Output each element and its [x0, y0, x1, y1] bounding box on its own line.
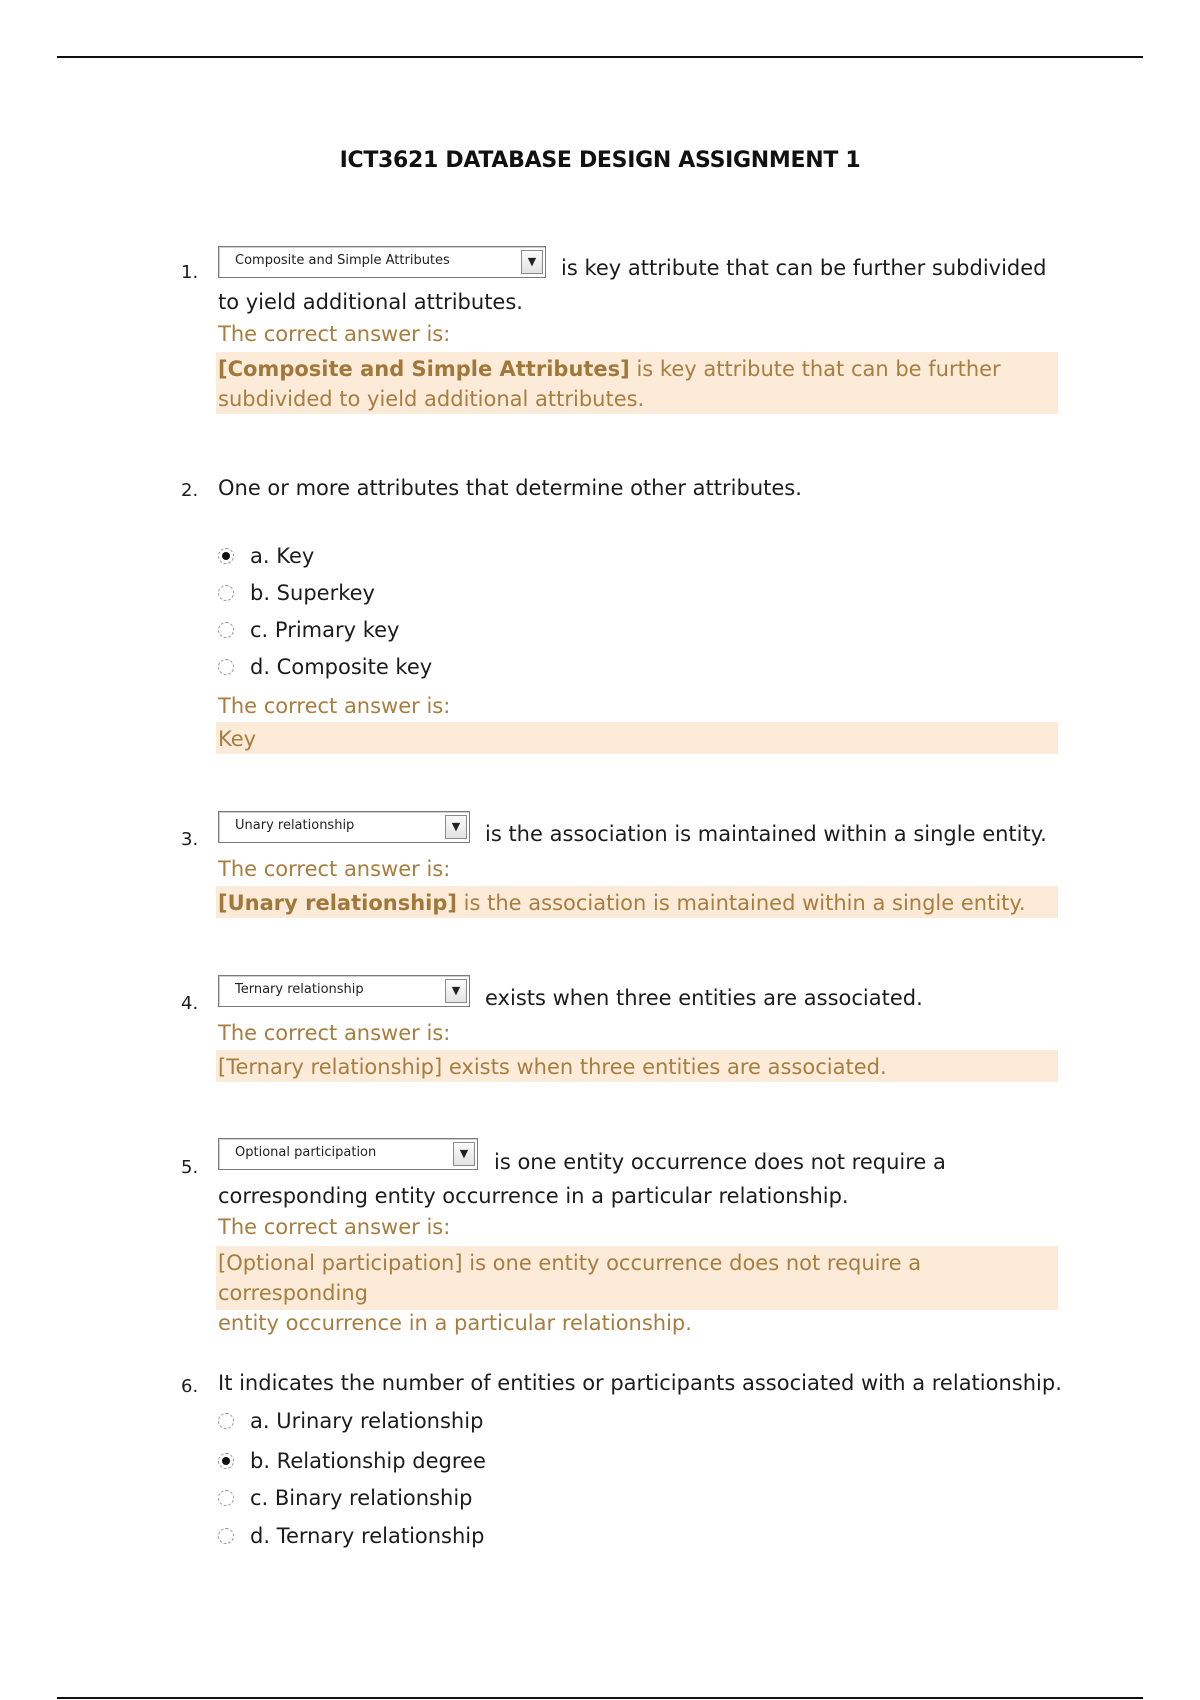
dropdown-value: Unary relationship: [235, 818, 355, 833]
option-c[interactable]: c. Primary key: [218, 618, 399, 642]
option-d[interactable]: d. Composite key: [218, 655, 432, 679]
correct-answer-label: The correct answer is:: [218, 1021, 451, 1045]
option-b[interactable]: b. Relationship degree: [218, 1449, 486, 1473]
option-a[interactable]: a. Key: [218, 544, 314, 568]
question-text: is the association is maintained within a single entity.: [485, 822, 1047, 846]
radio-icon[interactable]: [218, 1413, 234, 1429]
question-text-continued: to yield additional attributes.: [218, 290, 523, 314]
answer-highlight: [Unary relationship]: [218, 891, 457, 915]
answer-dropdown[interactable]: [218, 975, 470, 1007]
question-text: It indicates the number of entities or participants associated with a relationship.: [218, 1371, 1062, 1395]
option-c[interactable]: c. Binary relationship: [218, 1486, 473, 1510]
question-number: 2.: [181, 480, 199, 501]
answer-text: is key attribute that can be further: [629, 357, 1001, 381]
chevron-down-icon[interactable]: ▼: [445, 815, 467, 839]
dropdown-value: Composite and Simple Attributes: [235, 253, 450, 268]
bottom-rule: [57, 1697, 1143, 1699]
radio-icon[interactable]: [218, 1528, 234, 1544]
page-title: ICT3621 DATABASE DESIGN ASSIGNMENT 1: [339, 148, 861, 173]
dropdown-value: Ternary relationship: [235, 982, 364, 997]
question-number: 5.: [181, 1157, 199, 1178]
answer-text-continued: subdivided to yield additional attributes.: [218, 387, 645, 411]
question-number: 6.: [181, 1376, 199, 1397]
correct-answer-box: [216, 1246, 1058, 1335]
correct-answer-box: [216, 1050, 1058, 1082]
question-number: 4.: [181, 993, 199, 1014]
correct-answer-box: [216, 352, 1058, 414]
option-d[interactable]: d. Ternary relationship: [218, 1524, 484, 1548]
question-number: 1.: [181, 262, 199, 283]
option-b[interactable]: b. Superkey: [218, 581, 375, 605]
top-rule: [57, 56, 1143, 58]
answer-text: Key: [218, 727, 257, 751]
question-text: is key attribute that can be further subdivided: [561, 256, 1047, 280]
correct-answer-box: [216, 886, 1058, 918]
chevron-down-icon[interactable]: ▼: [453, 1142, 475, 1166]
correct-answer-label: The correct answer is:: [218, 322, 451, 346]
dropdown-value: Optional participation: [235, 1145, 377, 1160]
question-text-continued: corresponding entity occurrence in a particular relationship.: [218, 1184, 849, 1208]
radio-icon[interactable]: [218, 585, 234, 601]
correct-answer-label: The correct answer is:: [218, 694, 451, 718]
answer-dropdown[interactable]: [218, 811, 470, 843]
question-text: One or more attributes that determine other attributes.: [218, 476, 802, 500]
option-a[interactable]: a. Urinary relationship: [218, 1409, 483, 1433]
radio-selected-icon[interactable]: [218, 548, 234, 564]
radio-icon[interactable]: [218, 659, 234, 675]
chevron-down-icon[interactable]: ▼: [445, 979, 467, 1003]
radio-icon[interactable]: [218, 622, 234, 638]
answer-dropdown[interactable]: [218, 1138, 478, 1170]
radio-icon[interactable]: [218, 1490, 234, 1506]
answer-text: is the association is maintained within a single entity.: [457, 891, 1026, 915]
answer-text: [Ternary relationship] exists when three entities are associated.: [218, 1055, 887, 1079]
question-text: is one entity occurrence does not require a: [494, 1150, 946, 1174]
chevron-down-icon[interactable]: ▼: [521, 250, 543, 274]
question-text: exists when three entities are associated.: [485, 986, 923, 1010]
question-number: 3.: [181, 829, 199, 850]
correct-answer-label: The correct answer is:: [218, 1215, 451, 1239]
answer-highlight: [Composite and Simple Attributes]: [218, 357, 630, 381]
correct-answer-box: [216, 722, 1058, 754]
answer-dropdown[interactable]: [218, 246, 546, 278]
answer-text: [Optional participation] is one entity occurrence does not require a corresponding: [218, 1251, 922, 1305]
correct-answer-label: The correct answer is:: [218, 857, 451, 881]
radio-selected-icon[interactable]: [218, 1453, 234, 1469]
answer-text-continued: entity occurrence in a particular relationship.: [218, 1311, 692, 1335]
